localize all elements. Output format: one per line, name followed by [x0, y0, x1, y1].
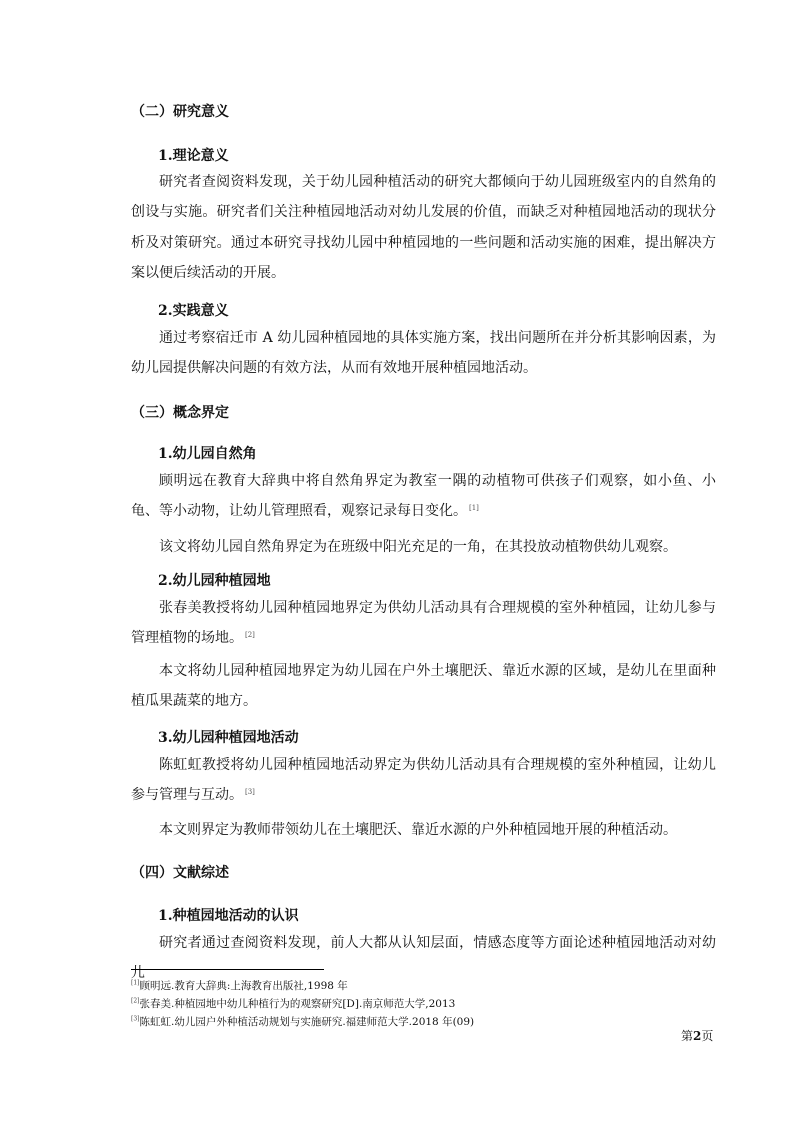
footnote-3 [131, 1014, 474, 1029]
citation-ref-3: [3] [245, 787, 255, 796]
paragraph-planting-garden-this-paper: 本文将幼儿园种植园地界定为幼儿园在户外土壤肥沃、靠近水源的区域，是幼儿在里面种植瓜果蔬菜的地方。 [131, 663, 716, 710]
subheading-nature-corner: 1.幼儿园自然角 [158, 446, 257, 462]
paragraph-text: 陈虹虹教授将幼儿园种植园地活动界定为供幼儿活动具有合理规模的室外种植园，让幼儿参与管理与互动。 [131, 757, 716, 804]
subheading-planting-garden: 2.幼儿园种植园地 [158, 573, 271, 589]
page-number-prefix: 第 [681, 1029, 694, 1043]
paragraph-nature-corner-this-paper: 该文将幼儿园自然角界定为在班级中阳光充足的一角，在其投放动植物供幼儿观察。 [159, 539, 677, 555]
footnote-2 [131, 996, 455, 1011]
section-heading-literature-review: （四）文献综述 [131, 865, 229, 881]
paragraph-practical-significance: 通过考察宿迁市 A 幼儿园种植园地的具体实施方案，找出问题所在并分析其影响因素，为幼儿园提供解决问题的有效方法，从而有效地开展种植园地活动。 [131, 330, 716, 377]
paragraph-planting-activity-this-paper: 本文则界定为教师带领幼儿在土壤肥沃、靠近水源的户外种植园地开展的种植活动。 [159, 822, 677, 838]
paragraph-nature-corner-definition [131, 466, 716, 527]
subheading-planting-garden-activity: 3.幼儿园种植园地活动 [158, 730, 299, 746]
footnote-text: 顾明远.教育大辞典:上海教育出版社,1998 年 [139, 980, 348, 992]
footnote-separator [131, 969, 324, 970]
citation-ref-1: [1] [469, 503, 479, 512]
section-heading-research-significance: （二）研究意义 [131, 104, 229, 120]
footnote-1 [131, 978, 348, 993]
footnote-mark: [2] [131, 997, 140, 1005]
paragraph-literature-review: 研究者通过查阅资料发现，前人大都从认知层面，情感态度等方面论述种植园地活动对幼儿 [131, 935, 716, 982]
paragraph-theoretical-significance: 研究者查阅资料发现，关于幼儿园种植活动的研究大都倾向于幼儿园班级室内的自然角的创设与实施。研究者们关注种植园地活动对幼儿发展的价值，而缺乏对种植园地活动的现状分析及对策研究。通过本研究寻找幼儿园中种植园地的一些问题和活动实施的困难，提出解决方案以便后续活动的开展。 [131, 174, 716, 282]
paragraph-planting-garden-definition [131, 593, 716, 654]
page-number-value: 2 [693, 1029, 702, 1043]
subheading-theoretical-significance: 1.理论意义 [158, 148, 229, 164]
citation-ref-2: [2] [245, 630, 255, 639]
footnote-text: 陈虹虹.幼儿园户外种植活动规划与实施研究.福建师范大学.2018 年(09) [139, 1016, 475, 1028]
page-number [681, 1027, 713, 1044]
subheading-practical-significance: 2.实践意义 [158, 303, 229, 319]
section-heading-concept-definition: （三）概念界定 [131, 405, 229, 421]
page-number-suffix: 页 [701, 1029, 714, 1043]
paragraph-text: 张春美教授将幼儿园种植园地界定为供幼儿活动具有合理规模的室外种植园，让幼儿参与管理植物的场地。 [131, 600, 716, 647]
footnote-text: 张春美.种植园地中幼儿种植行为的观察研究[D].南京师范大学,2013 [139, 998, 456, 1010]
paragraph-text: 顾明远在教育大辞典中将自然角界定为教室一隅的动植物可供孩子们观察，如小鱼、小龟、等小动物，让幼儿管理照看，观察记录每日变化。 [131, 473, 716, 520]
subheading-garden-activity-understanding: 1.种植园地活动的认识 [158, 908, 299, 924]
footnote-mark: [3] [131, 1015, 140, 1023]
footnote-mark: [1] [131, 979, 140, 987]
paragraph-planting-activity-definition [131, 750, 716, 811]
